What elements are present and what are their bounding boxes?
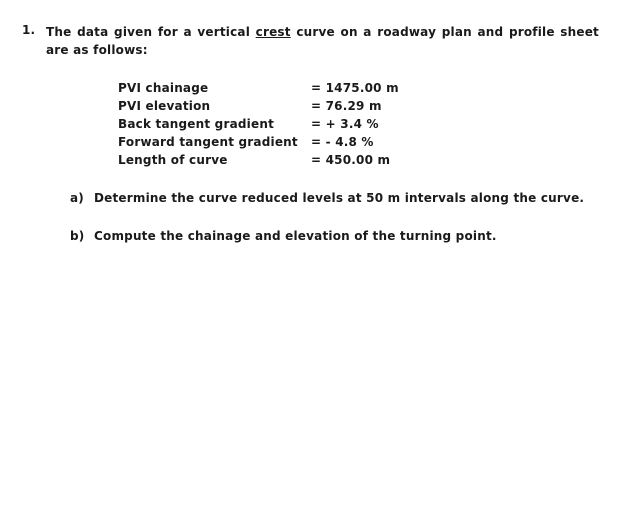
data-value: = 1475.00 m [311, 81, 399, 95]
question-intro-start: The data given for a vertical [46, 25, 256, 39]
data-row-pvi-elevation [118, 97, 399, 115]
question-intro-end: curve on a roadway plan and profile sheet are as follows: [46, 25, 599, 57]
data-row-back-tangent-gradient [118, 115, 399, 133]
question-number: 1. [22, 23, 36, 37]
part-text: Compute the chainage and elevation of the turning point. [94, 229, 497, 243]
data-label: Back tangent gradient [118, 117, 275, 131]
part-letter: b) [70, 229, 85, 243]
data-row-pvi-chainage [118, 79, 399, 97]
data-value: = + 3.4 % [311, 117, 379, 131]
data-label: Length of curve [118, 153, 228, 167]
data-value: = 76.29 m [311, 99, 382, 113]
question-intro-underlined-word: crest [255, 25, 291, 39]
data-row-length-of-curve [118, 151, 399, 169]
given-data-table [118, 79, 399, 169]
data-value: = 450.00 m [311, 153, 391, 167]
data-label: PVI chainage [118, 81, 209, 95]
data-value: = - 4.8 % [311, 135, 374, 149]
data-label: Forward tangent gradient [118, 135, 298, 149]
data-row-forward-tangent-gradient [118, 133, 399, 151]
question-intro [46, 23, 599, 59]
data-label: PVI elevation [118, 99, 211, 113]
part-letter: a) [70, 191, 84, 205]
part-text: Determine the curve reduced levels at 50 m intervals along the curve. [94, 191, 585, 205]
